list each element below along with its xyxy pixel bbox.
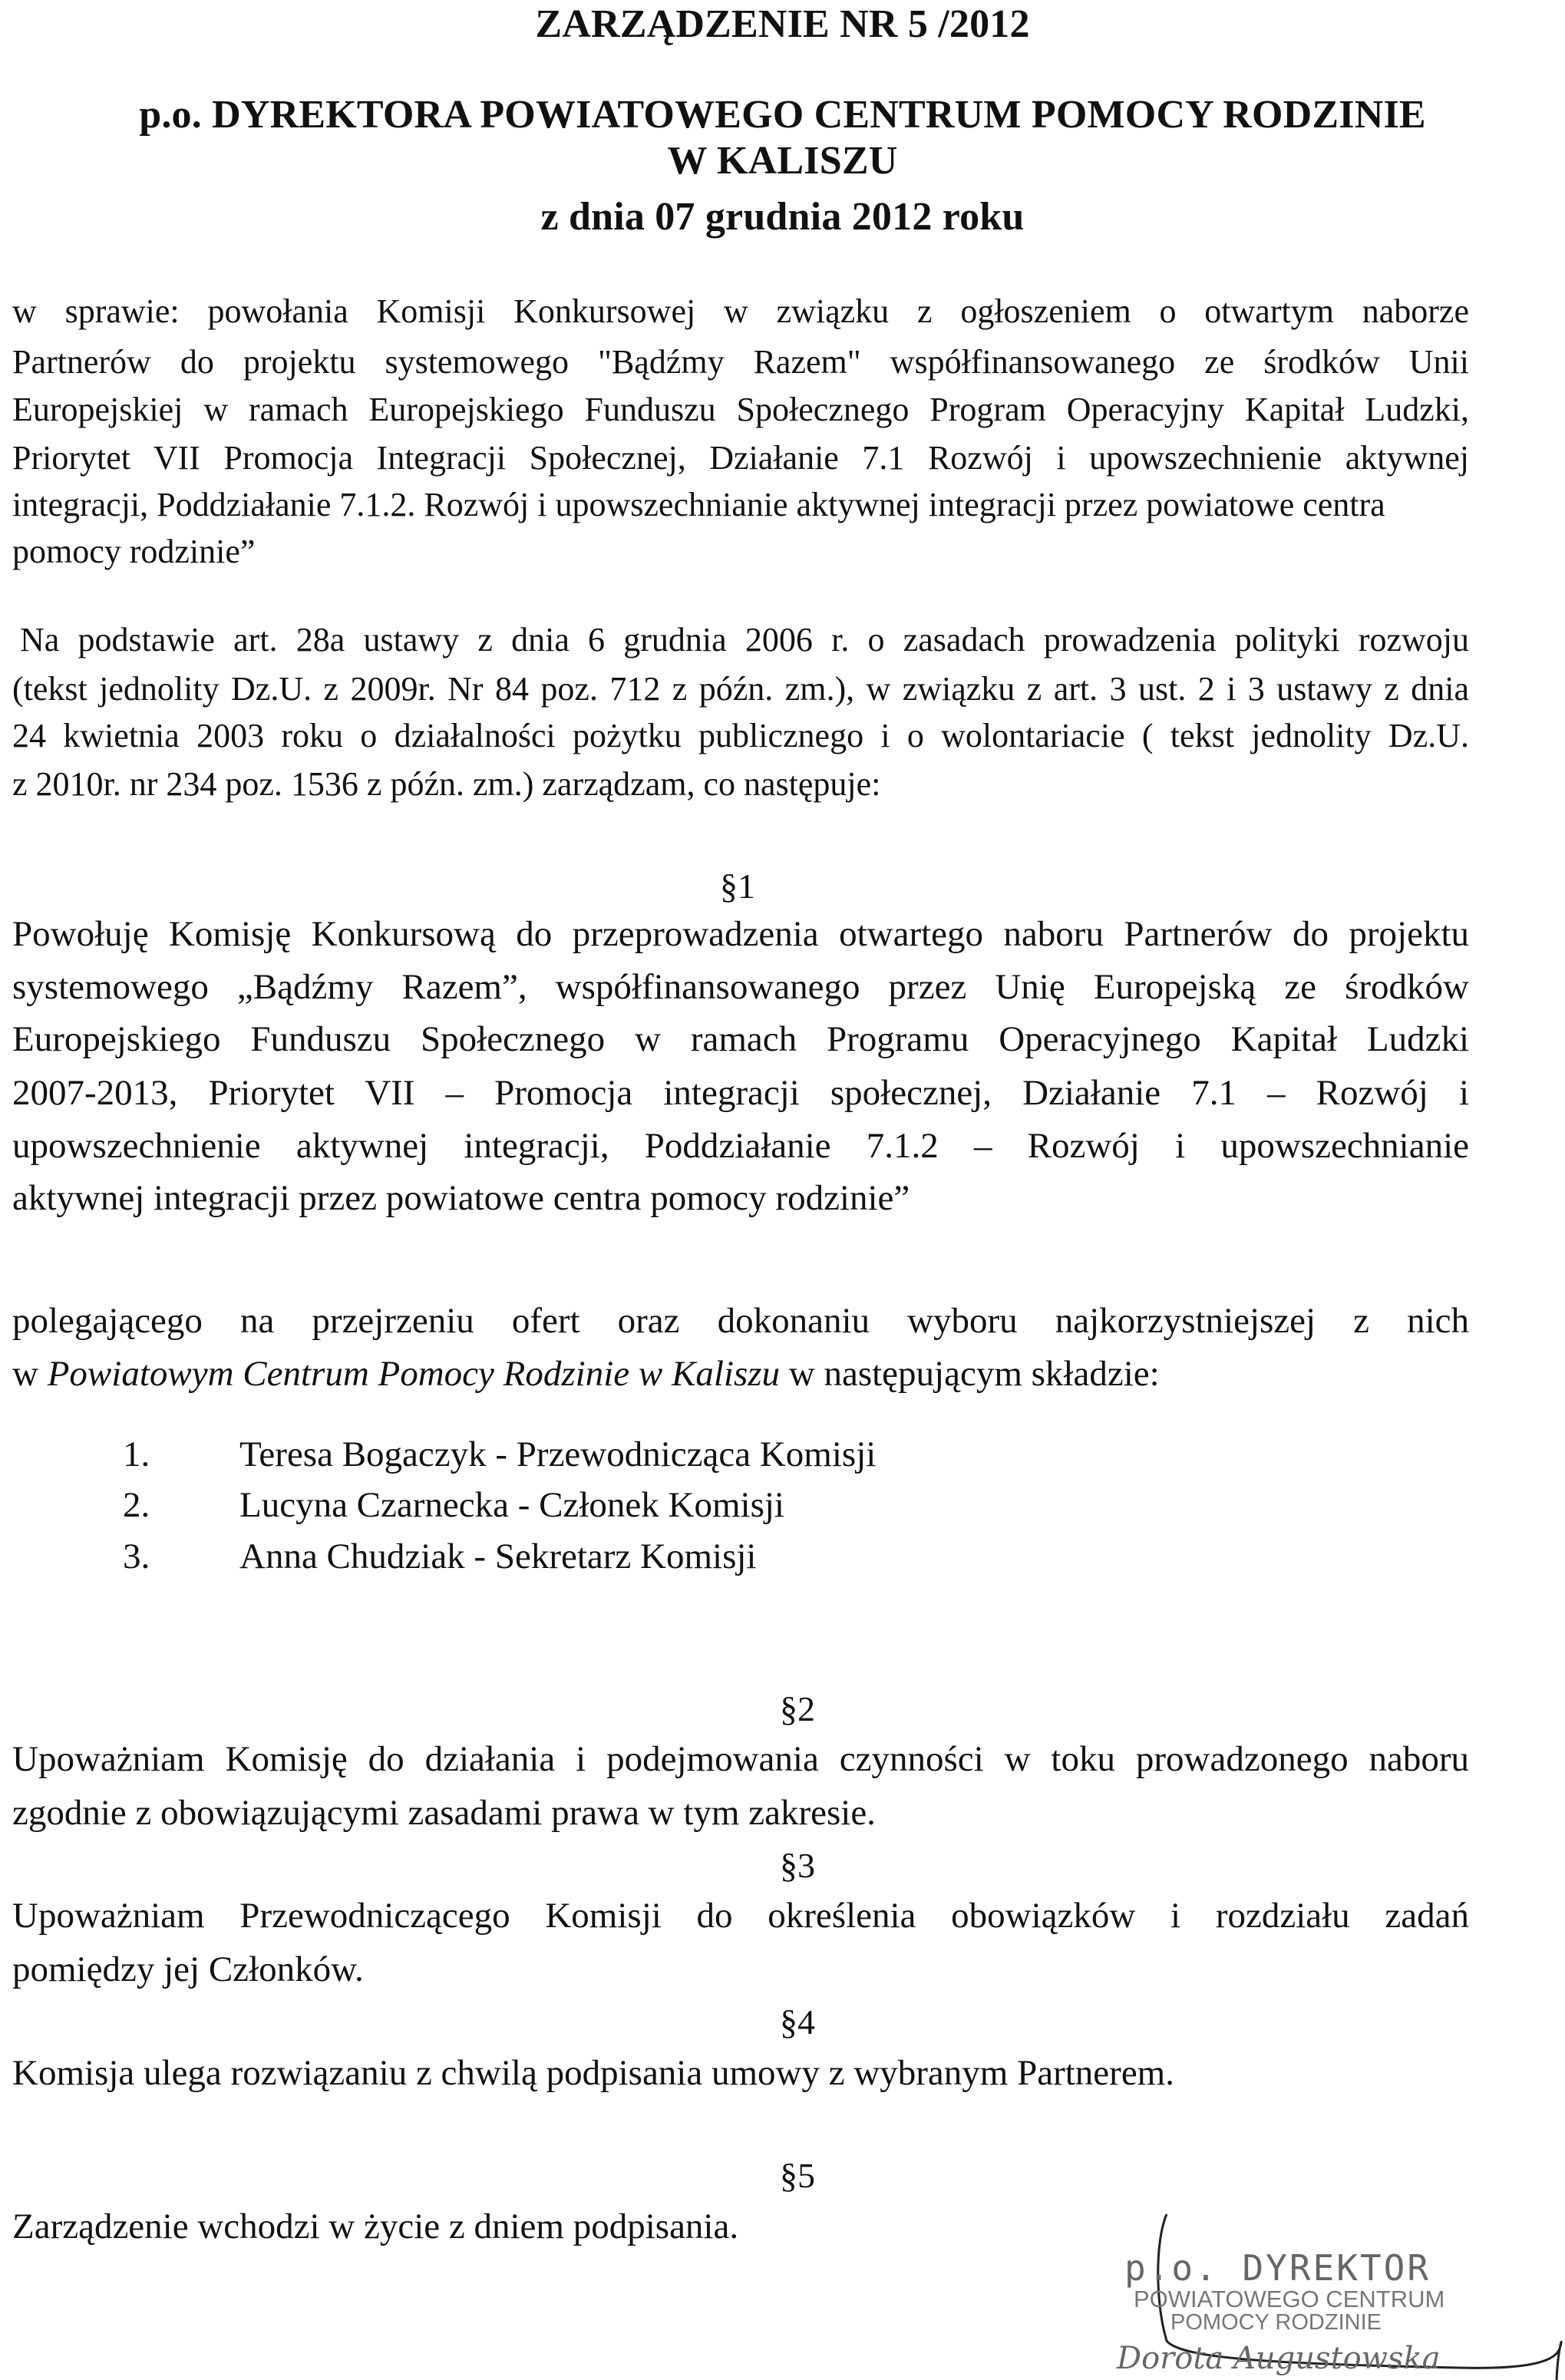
followup-suffix: w następującym składzie: bbox=[780, 1354, 1160, 1394]
section-1-line: 2007-2013, Priorytet VII – Promocja integracji społecznej, Działanie 7.1 – Rozwój i bbox=[12, 1073, 1469, 1113]
member-name: Teresa Bogaczyk - Przewodnicząca Komisji bbox=[239, 1434, 877, 1474]
section-1-line: upowszechnienie aktywnej integracji, Poddziałanie 7.1.2 – Rozwój i upowszechnianie bbox=[12, 1126, 1469, 1166]
issuer-line-1: p.o. DYREKTORA POWIATOWEGO CENTRUM POMOCY RODZINIE bbox=[139, 93, 1426, 137]
stamp-line-4: Dorota Augustowska bbox=[1117, 2341, 1441, 2376]
basis-line: (tekst jednolity Dz.U. z 2009r. Nr 84 poz. 712 z późn. zm.), w związku z art. 3 ust. 2 i 3 ustawy z dnia bbox=[12, 670, 1469, 708]
basis-line: 24 kwietnia 2003 roku o działalności pożytku publicznego i o wolontariacie ( tekst jednolity Dz.U. bbox=[12, 717, 1469, 754]
document-title: ZARZĄDZENIE NR 5 /2012 bbox=[535, 2, 1030, 46]
section-2-line: Upoważniam Komisję do działania i podejmowania czynności w toku prowadzonego naboru bbox=[12, 1739, 1469, 1779]
subject-line: integracji, Poddziałanie 7.1.2. Rozwój i upowszechnianie aktywnej integracji przez powiatowe centra bbox=[12, 486, 1385, 523]
member-name: Lucyna Czarnecka - Członek Komisji bbox=[239, 1485, 784, 1525]
subject-line: w sprawie: powołania Komisji Konkursowej w związku z ogłoszeniem o otwartym naborze bbox=[12, 292, 1469, 330]
section-3-line: pomiędzy jej Członków. bbox=[12, 1949, 364, 1989]
member-name: Anna Chudziak - Sekretarz Komisji bbox=[239, 1537, 757, 1576]
stamp-line-3: POMOCY RODZINIE bbox=[1170, 2310, 1382, 2335]
section-1-line: Europejskiego Funduszu Społecznego w ramach Programu Operacyjnego Kapitał Ludzki bbox=[12, 1019, 1469, 1059]
section-2-line: zgodnie z obowiązującymi zasadami prawa w tym zakresie. bbox=[12, 1793, 876, 1833]
member-number: 1. bbox=[123, 1434, 150, 1474]
section-1-line: aktywnej integracji przez powiatowe centra pomocy rodzinie” bbox=[12, 1178, 910, 1218]
subject-line: Partnerów do projektu systemowego "Bądźmy Razem" współfinansowanego ze środków Unii bbox=[12, 343, 1469, 381]
section-5-line: Zarządzenie wchodzi w życie z dniem podpisania. bbox=[12, 2207, 739, 2246]
followup-prefix: w bbox=[12, 1354, 48, 1394]
stamp-line-2: POWIATOWEGO CENTRUM bbox=[1134, 2286, 1445, 2312]
section-1-heading: §1 bbox=[720, 867, 755, 906]
stamp-line-1: p.o. DYREKTOR bbox=[1124, 2247, 1431, 2289]
subject-line: Europejskiej w ramach Europejskiego Funduszu Społecznego Program Operacyjny Kapitał Ludzki, bbox=[12, 391, 1469, 428]
subject-line: pomocy rodzinie” bbox=[12, 533, 256, 570]
section-1-line: systemowego „Bądźmy Razem”, współfinansowanego przez Unię Europejską ze środków bbox=[12, 967, 1469, 1007]
section-4-heading: §4 bbox=[780, 2002, 815, 2042]
section-1-followup-line: polegającego na przejrzeniu ofert oraz dokonaniu wyboru najkorzystniejszej z nich bbox=[12, 1301, 1469, 1341]
official-stamp bbox=[1117, 2247, 1565, 2380]
section-1-followup-line bbox=[12, 1353, 1160, 1395]
member-number: 3. bbox=[123, 1537, 150, 1576]
date-line: z dnia 07 grudnia 2012 roku bbox=[540, 195, 1025, 239]
basis-line: z 2010r. nr 234 poz. 1536 z późn. zm.) zarządzam, co następuje: bbox=[12, 765, 881, 803]
section-4-line: Komisja ulega rozwiązaniu z chwilą podpisania umowy z wybranym Partnerem. bbox=[12, 2053, 1174, 2093]
issuer-line-2: W KALISZU bbox=[667, 139, 898, 183]
section-1-line: Powołuję Komisję Konkursową do przeprowadzenia otwartego naboru Partnerów do projektu bbox=[12, 914, 1469, 954]
member-number: 2. bbox=[123, 1485, 150, 1525]
section-3-heading: §3 bbox=[780, 1846, 815, 1885]
section-2-heading: §2 bbox=[780, 1689, 815, 1728]
followup-italic-institution: Powiatowym Centrum Pomocy Rodzinie w Kaliszu bbox=[47, 1354, 781, 1394]
section-5-heading: §5 bbox=[780, 2156, 815, 2195]
section-3-line: Upoważniam Przewodniczącego Komisji do określenia obowiązków i rozdziału zadań bbox=[12, 1896, 1469, 1936]
subject-line: Priorytet VII Promocja Integracji Społecznej, Działanie 7.1 Rozwój i upowszechnienie aktywnej bbox=[12, 439, 1469, 477]
basis-line: Na podstawie art. 28a ustawy z dnia 6 grudnia 2006 r. o zasadach prowadzenia polityki rozwoju bbox=[20, 621, 1469, 659]
